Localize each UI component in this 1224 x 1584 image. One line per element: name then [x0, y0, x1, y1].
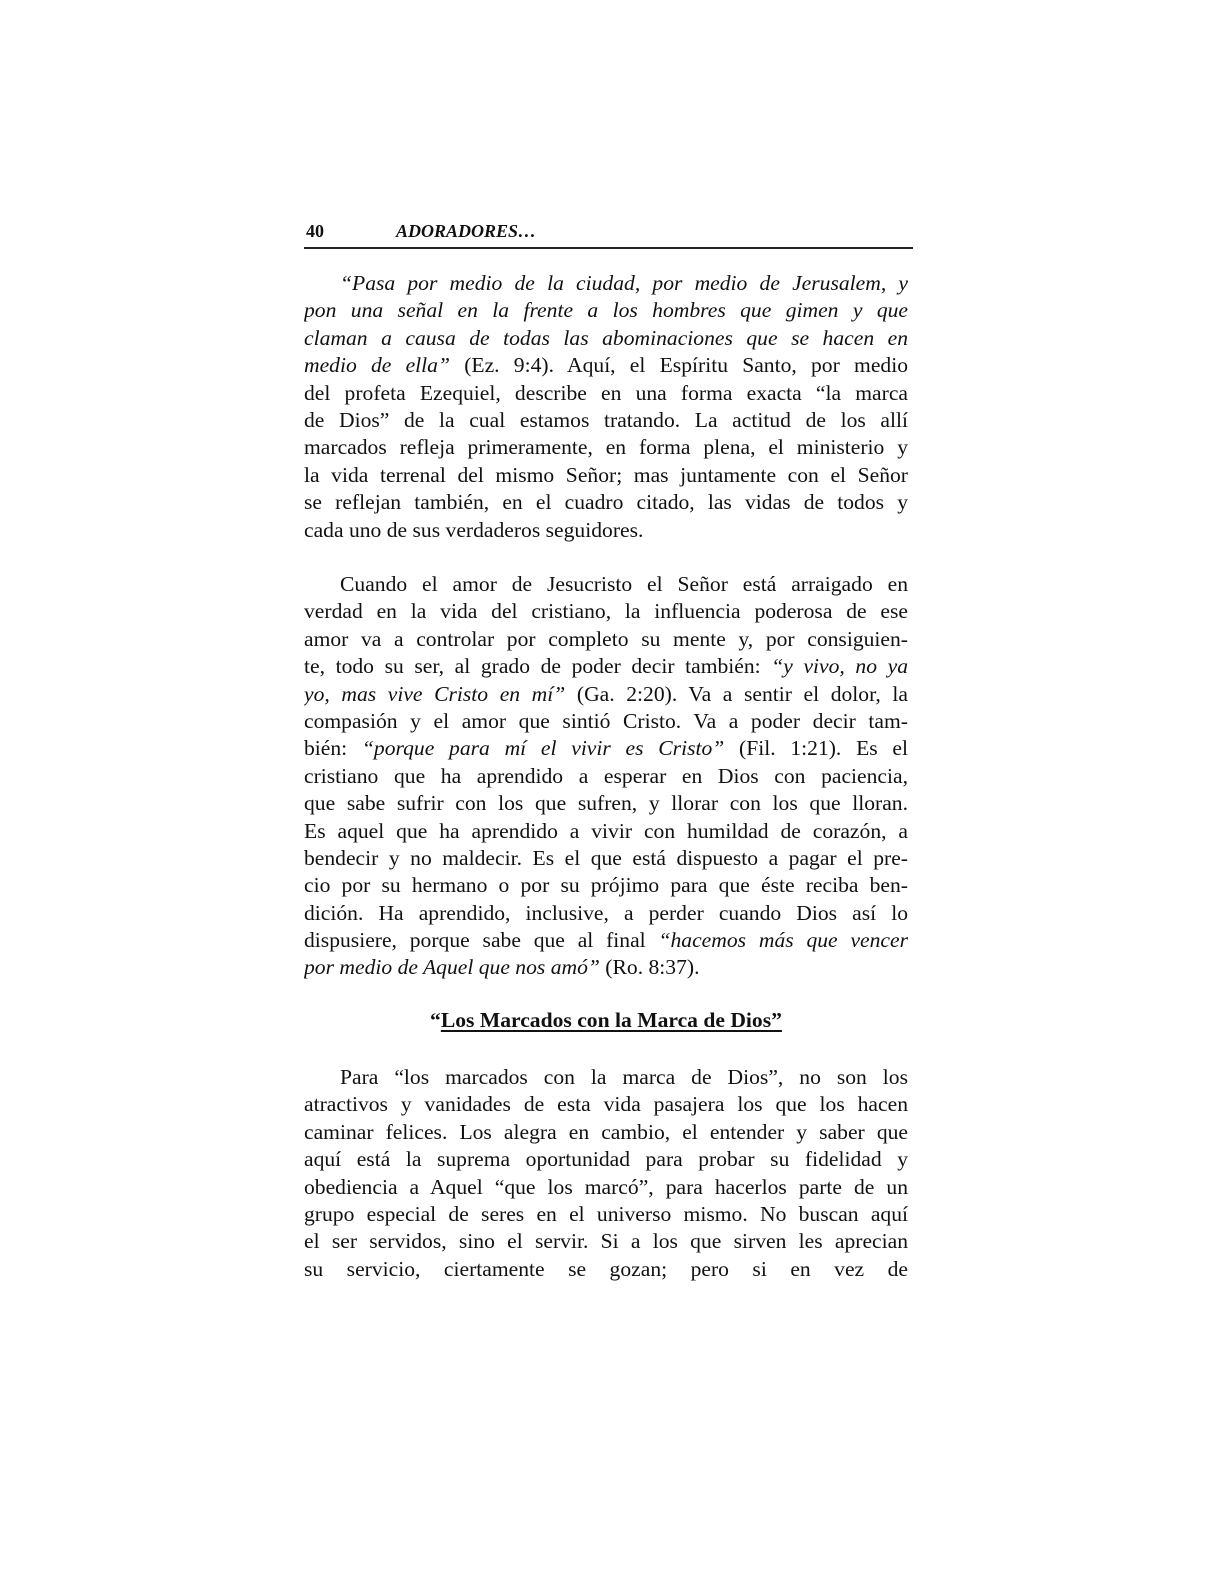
- body-text: dición. Ha aprendido, inclusive, a perder cuando Dios así lo: [304, 900, 908, 925]
- text-line: [304, 626, 908, 653]
- scripture-quote: “y vivo, no ya: [771, 654, 908, 679]
- running-header: [304, 220, 913, 248]
- text-line: [304, 927, 908, 954]
- body-text: Cuando el amor de Jesucristo el Señor está arraigado en: [340, 572, 908, 596]
- body-text: del profeta Ezequiel, describe en una forma exacta “la marca: [304, 380, 908, 405]
- body-text: la vida terrenal del mismo Señor; mas juntamente con el Señor: [304, 462, 908, 487]
- text-line: [304, 1119, 908, 1146]
- body-text: caminar felices. Los alegra en cambio, el entender y saber que: [304, 1119, 908, 1144]
- paragraph-1: [304, 270, 908, 544]
- text-line: [304, 462, 908, 489]
- heading-open-quote: “: [430, 1008, 441, 1032]
- body-text: Es aquel que ha aprendido a vivir con humildad de corazón, a: [304, 818, 908, 843]
- scripture-quote: claman a causa de todas las abominaciones que se hacen en: [304, 325, 908, 350]
- body-text: aquí está la suprema oportunidad para probar su fidelidad y: [304, 1147, 908, 1172]
- text-line: [304, 1091, 908, 1118]
- text-line: [304, 1146, 908, 1173]
- text-line: [304, 325, 908, 352]
- text-line: [304, 845, 908, 872]
- body-text: verdad en la vida del cristiano, la influencia poderosa de ese: [304, 599, 908, 624]
- body-text: compasión y el amor que sintió Cristo. Va a poder decir tam-: [304, 708, 908, 733]
- page-number: 40: [306, 221, 324, 241]
- text-line: [304, 653, 908, 680]
- text-line: [304, 681, 908, 708]
- scripture-quote: pon una señal en la frente a los hombres que gimen y que: [304, 298, 908, 323]
- text-line: [304, 818, 908, 845]
- text-line: [304, 297, 908, 324]
- text-line: [304, 270, 908, 297]
- text-line: [304, 763, 908, 790]
- text-line: [304, 872, 908, 899]
- scripture-quote: yo, mas vive Cristo en mí”: [304, 681, 566, 706]
- text-line: [304, 434, 908, 461]
- paragraph-3: [304, 1064, 908, 1283]
- text-line: [304, 735, 908, 762]
- body-text: te, todo su ser, al grado de poder decir también:: [304, 654, 772, 679]
- text-line: [304, 954, 908, 981]
- body-text: su servicio, ciertamente se gozan; pero si en vez de: [304, 1256, 908, 1281]
- text-line: [304, 1174, 908, 1201]
- body-text: que sabe sufrir con los que sufren, y llorar con los que lloran.: [304, 791, 908, 816]
- header-rule: [304, 247, 913, 249]
- scripture-quote: medio de ella”: [304, 353, 450, 378]
- scripture-quote: “hacemos más que vencer: [658, 928, 908, 953]
- body-text: cio por su hermano o por su prójimo para que éste reciba ben-: [304, 873, 908, 898]
- scripture-quote: “porque para mí el vivir es Cristo”: [361, 736, 725, 761]
- body-text: amor va a controlar por completo su mente y, por consiguien-: [304, 626, 908, 651]
- body-text: grupo especial de seres en el universo mismo. No buscan aquí: [304, 1201, 908, 1226]
- heading-text: Los Marcados con la Marca de Dios”: [440, 1008, 782, 1032]
- section-heading: [304, 1008, 908, 1033]
- body-text: obediencia a Aquel “que los marcó”, para hacerlos parte de un: [304, 1174, 908, 1199]
- text-line: [304, 1228, 908, 1255]
- body-text: dispusiere, porque sabe que al final: [304, 928, 659, 953]
- paragraph-2: [304, 571, 908, 982]
- body-text: cada uno de sus verdaderos seguidores.: [304, 517, 644, 542]
- body-text: bendecir y no maldecir. Es el que está dispuesto a pagar el pre-: [304, 845, 908, 870]
- text-line: [304, 380, 908, 407]
- text-line: [304, 517, 908, 544]
- body-text: el ser servidos, sino el servir. Si a los que sirven les aprecian: [304, 1229, 908, 1254]
- running-title: ADORADORES…: [396, 221, 537, 241]
- body-text: cristiano que ha aprendido a esperar en Dios con paciencia,: [304, 763, 908, 788]
- body-text: marcados refleja primeramente, en forma plena, el ministerio y: [304, 435, 908, 460]
- text-line: [304, 790, 908, 817]
- text-line: [304, 489, 908, 516]
- text-line: [304, 571, 908, 598]
- body-text: (Fil. 1:21). Es el: [724, 736, 908, 761]
- text-line: [304, 708, 908, 735]
- text-line: [304, 1201, 908, 1228]
- body-text: de Dios” de la cual estamos tratando. La actitud de los allí: [304, 407, 908, 432]
- body-text: atractivos y vanidades de esta vida pasajera los que los hacen: [304, 1092, 908, 1117]
- body-text: (Ga. 2:20). Va a sentir el dolor, la: [565, 681, 908, 706]
- body-text: (Ez. 9:4). Aquí, el Espíritu Santo, por medio: [449, 353, 908, 378]
- text-line: [304, 1256, 908, 1283]
- text-line: [304, 598, 908, 625]
- body-text: (Ro. 8:37).: [599, 955, 700, 980]
- body-text: se reflejan también, en el cuadro citado, las vidas de todos y: [304, 490, 908, 515]
- text-line: [304, 352, 908, 379]
- scripture-quote: “Pasa por medio de la ciudad, por medio de Jerusalem, y: [340, 271, 908, 295]
- scripture-quote: por medio de Aquel que nos amó”: [304, 955, 600, 980]
- text-line: [304, 1064, 908, 1091]
- body-text: bién:: [304, 736, 362, 761]
- text-line: [304, 407, 908, 434]
- body-text: Para “los marcados con la marca de Dios”, no son los: [340, 1065, 908, 1089]
- text-line: [304, 900, 908, 927]
